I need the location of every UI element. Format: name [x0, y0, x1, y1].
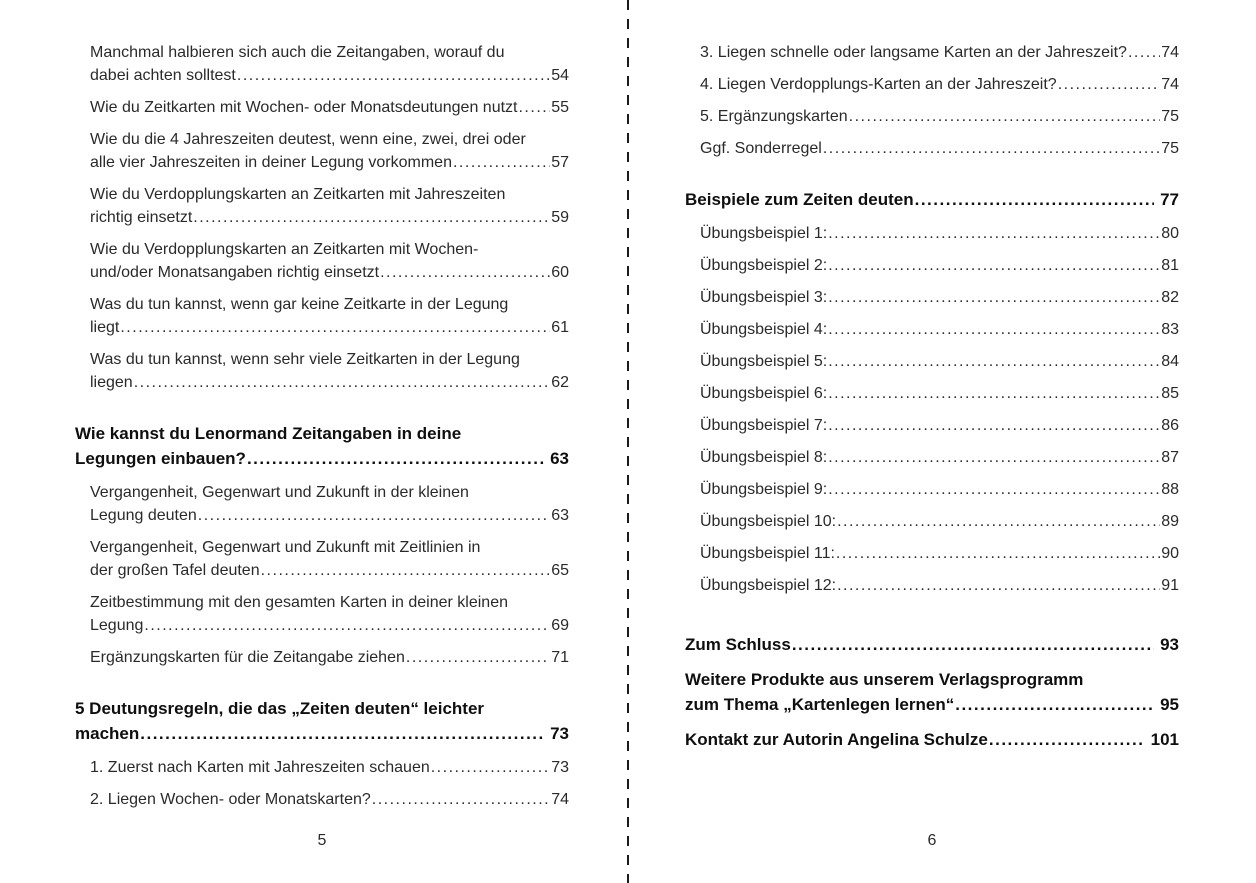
page-divider — [627, 0, 629, 883]
dot-leader — [915, 187, 1154, 212]
toc-entry-lastline — [90, 788, 569, 811]
toc-entry-line: Was du tun kannst, wenn gar keine Zeitkarte in der Legung — [90, 296, 509, 313]
toc-page-number: 75 — [1161, 108, 1179, 125]
toc-entry-line: Übungsbeispiel 7: — [700, 417, 828, 434]
toc-page-number: 93 — [1160, 635, 1179, 654]
toc-entry-line: 5. Ergänzungskarten — [700, 108, 848, 125]
toc-entry-line: Übungsbeispiel 2: — [700, 257, 828, 274]
dot-leader — [120, 316, 550, 339]
toc-entry-line: 3. Liegen schnelle oder langsame Karten an der Jahreszeit? — [700, 44, 1127, 61]
dot-leader — [431, 756, 550, 779]
toc-heading — [75, 696, 569, 746]
dot-leader — [193, 206, 550, 229]
folio-page-number: 5 — [317, 832, 327, 849]
right-page — [685, 41, 1179, 849]
toc-entry-lastline — [90, 504, 569, 527]
toc-entry-line: Übungsbeispiel 9: — [700, 481, 828, 498]
toc-entry-line: Ggf. Sonderregel — [700, 140, 822, 157]
toc-entry-lastline — [700, 350, 1179, 373]
toc-page-number: 73 — [550, 724, 569, 743]
toc-entry — [90, 756, 569, 779]
toc-page-number: 54 — [551, 67, 569, 84]
toc-entry-line: und/oder Monatsangaben richtig einsetzt — [90, 264, 380, 281]
dot-leader — [792, 632, 1154, 657]
toc-entry-lastline — [90, 646, 569, 669]
toc-heading — [685, 727, 1179, 752]
toc-entry-line: Ergänzungskarten für die Zeitangabe ziehen — [90, 649, 405, 666]
toc-entry — [700, 105, 1179, 128]
dot-leader — [1128, 41, 1160, 64]
dot-leader — [453, 151, 550, 174]
toc-entry-lastline — [700, 137, 1179, 160]
toc-entry-line: liegen — [90, 374, 133, 391]
toc-entry-line: Übungsbeispiel 4: — [700, 321, 828, 338]
toc-entry — [90, 293, 569, 339]
toc-entry-lastline — [90, 614, 569, 637]
toc-entry — [700, 478, 1179, 501]
toc-entry-line: 4. Liegen Verdopplungs-Karten an der Jahreszeit? — [700, 76, 1057, 93]
toc-page-number: 74 — [1161, 76, 1179, 93]
toc-entry — [700, 254, 1179, 277]
toc-heading-line: Wie kannst du Lenormand Zeitangaben in deine — [75, 424, 462, 443]
toc-entry-lastline — [700, 105, 1179, 128]
toc-entry — [700, 510, 1179, 533]
toc-heading-line: Zum Schluss — [685, 635, 791, 654]
toc-entry-line: Wie du Verdopplungskarten an Zeitkarten mit Wochen- — [90, 241, 479, 258]
toc-entry — [700, 318, 1179, 341]
toc-page-number: 89 — [1161, 513, 1179, 530]
toc-page-number: 73 — [551, 759, 569, 776]
toc-entry-lastline — [700, 574, 1179, 597]
toc-page-number: 90 — [1161, 545, 1179, 562]
dot-leader — [237, 64, 550, 87]
toc-entry-line: Manchmal halbieren sich auch die Zeitangaben, worauf du — [90, 44, 505, 61]
toc-heading — [75, 421, 569, 471]
toc-entry-line: Übungsbeispiel 1: — [700, 225, 828, 242]
toc-entry-line: 1. Zuerst nach Karten mit Jahreszeiten schauen — [90, 759, 430, 776]
toc-entry-lastline — [700, 382, 1179, 405]
toc-entry — [700, 41, 1179, 64]
toc-page-number: 101 — [1150, 730, 1179, 749]
toc-entry-lastline — [90, 261, 569, 284]
dot-leader — [828, 414, 1160, 437]
toc-entry — [90, 481, 569, 527]
toc-heading-lastline — [75, 721, 569, 746]
left-page — [75, 41, 569, 849]
dot-leader — [198, 504, 550, 527]
toc-page-number: 60 — [551, 264, 569, 281]
toc-entry-lastline — [700, 222, 1179, 245]
toc-heading-line: machen — [75, 724, 140, 743]
toc-entry-line: Vergangenheit, Gegenwart und Zukunft mit Zeitlinien in — [90, 539, 481, 556]
toc-heading-line: Beispiele zum Zeiten deuten — [685, 190, 914, 209]
toc-entry-line: Übungsbeispiel 6: — [700, 385, 828, 402]
toc-entry-line: Übungsbeispiel 8: — [700, 449, 828, 466]
toc-entry — [700, 222, 1179, 245]
toc-entry-lastline — [90, 96, 569, 119]
toc-heading — [685, 187, 1179, 212]
toc-entry — [700, 350, 1179, 373]
toc-heading-lastline — [685, 632, 1179, 657]
toc-page-number: 65 — [551, 562, 569, 579]
toc-page-number: 61 — [551, 319, 569, 336]
toc-entry-lastline — [90, 559, 569, 582]
dot-leader — [823, 137, 1160, 160]
toc-page-number: 74 — [551, 791, 569, 808]
toc-entry — [90, 591, 569, 637]
toc-entry-line: Übungsbeispiel 5: — [700, 353, 828, 370]
toc-page-number: 63 — [551, 507, 569, 524]
toc-entry-line: Legung deuten — [90, 507, 197, 524]
toc-page-number: 63 — [550, 449, 569, 468]
toc-page-number: 81 — [1161, 257, 1179, 274]
toc-page-number: 59 — [551, 209, 569, 226]
toc-entry — [90, 788, 569, 811]
toc-page-number: 88 — [1161, 481, 1179, 498]
dot-leader — [134, 371, 551, 394]
toc-page-number: 80 — [1161, 225, 1179, 242]
toc-entry-lastline — [700, 414, 1179, 437]
toc-entry-line: 2. Liegen Wochen- oder Monatskarten? — [90, 791, 371, 808]
toc-page-number: 57 — [551, 154, 569, 171]
dot-leader — [837, 510, 1160, 533]
toc-heading-lastline — [75, 446, 569, 471]
toc-entry-line: Wie du die 4 Jahreszeiten deutest, wenn eine, zwei, drei oder — [90, 131, 526, 148]
toc-entry-line: Was du tun kannst, wenn sehr viele Zeitkarten in der Legung — [90, 351, 520, 368]
toc-entry-line: Wie du Verdopplungskarten an Zeitkarten mit Jahreszeiten — [90, 186, 506, 203]
dot-leader — [828, 222, 1160, 245]
dot-leader — [828, 254, 1160, 277]
toc-entry-line: Vergangenheit, Gegenwart und Zukunft in der kleinen — [90, 484, 469, 501]
toc-entry-lastline — [700, 318, 1179, 341]
toc-entry-lastline — [700, 446, 1179, 469]
dot-leader — [849, 105, 1161, 128]
toc-entry — [90, 536, 569, 582]
toc-entry-line: Übungsbeispiel 3: — [700, 289, 828, 306]
dot-leader — [406, 646, 550, 669]
toc-entry — [700, 574, 1179, 597]
toc-entry — [700, 137, 1179, 160]
dot-leader — [140, 721, 544, 746]
toc-entry — [90, 183, 569, 229]
dot-leader — [518, 96, 550, 119]
dot-leader — [261, 559, 551, 582]
toc-entry-lastline — [700, 286, 1179, 309]
toc-entry-line: Legung — [90, 617, 144, 634]
toc-entry — [90, 128, 569, 174]
toc-entry-line: richtig einsetzt — [90, 209, 193, 226]
toc-entry-lastline — [700, 254, 1179, 277]
toc-entry-lastline — [700, 510, 1179, 533]
toc-entry-line: liegt — [90, 319, 120, 336]
toc-heading-line: Legungen einbauen? — [75, 449, 246, 468]
toc-heading-line: zum Thema „Kartenlegen lernen“ — [685, 695, 955, 714]
toc-entry-lastline — [90, 371, 569, 394]
toc-page-number: 95 — [1160, 695, 1179, 714]
dot-leader — [828, 382, 1160, 405]
toc-entry-lastline — [90, 206, 569, 229]
dot-leader — [828, 478, 1160, 501]
toc-page-number: 83 — [1161, 321, 1179, 338]
toc-heading-line: Weitere Produkte aus unserem Verlagsprogramm — [685, 670, 1084, 689]
dot-leader — [837, 574, 1160, 597]
toc-entry-lastline — [700, 542, 1179, 565]
toc-page-number: 87 — [1161, 449, 1179, 466]
toc-page-number: 77 — [1160, 190, 1179, 209]
toc-entry — [700, 382, 1179, 405]
dot-leader — [955, 692, 1154, 717]
toc-entry — [90, 41, 569, 87]
toc-entry-lastline — [700, 478, 1179, 501]
toc-entry-line: Übungsbeispiel 12: — [700, 577, 837, 594]
toc-heading-lastline — [685, 727, 1179, 752]
toc-page-number: 75 — [1161, 140, 1179, 157]
dot-leader — [247, 446, 544, 471]
dot-leader — [836, 542, 1160, 565]
toc-entry — [700, 286, 1179, 309]
toc-page-number: 85 — [1161, 385, 1179, 402]
toc-entry-line: der großen Tafel deuten — [90, 562, 260, 579]
toc-entry — [700, 542, 1179, 565]
toc-entry-lastline — [700, 41, 1179, 64]
dot-leader — [380, 261, 550, 284]
toc-page-number: 91 — [1161, 577, 1179, 594]
toc-entry — [90, 96, 569, 119]
toc-heading-lastline — [685, 692, 1179, 717]
folio-page-number: 6 — [927, 832, 937, 849]
toc-entry — [90, 238, 569, 284]
toc-heading-line: 5 Deutungsregeln, die das „Zeiten deuten“ leichter — [75, 699, 485, 718]
toc-heading — [685, 632, 1179, 657]
toc-page-number: 84 — [1161, 353, 1179, 370]
toc-entry — [90, 646, 569, 669]
toc-page-number: 82 — [1161, 289, 1179, 306]
toc-page-number: 86 — [1161, 417, 1179, 434]
toc-page-number: 71 — [551, 649, 569, 666]
toc-entry — [700, 414, 1179, 437]
toc-entry-line: Wie du Zeitkarten mit Wochen- oder Monatsdeutungen nutzt — [90, 99, 518, 116]
toc-entry-lastline — [90, 151, 569, 174]
toc-entry-lastline — [90, 316, 569, 339]
dot-leader — [1058, 73, 1161, 96]
dot-leader — [828, 286, 1160, 309]
toc-heading-line: Kontakt zur Autorin Angelina Schulze — [685, 730, 988, 749]
toc-entry-line: Zeitbestimmung mit den gesamten Karten in deiner kleinen — [90, 594, 508, 611]
toc-entry — [700, 446, 1179, 469]
toc-entry — [700, 73, 1179, 96]
dot-leader — [144, 614, 550, 637]
toc-entry-lastline — [90, 756, 569, 779]
toc-heading — [685, 667, 1179, 717]
toc-page-number: 62 — [551, 374, 569, 391]
toc-entry-line: alle vier Jahreszeiten in deiner Legung vorkommen — [90, 154, 452, 171]
toc-page-number: 55 — [551, 99, 569, 116]
dot-leader — [989, 727, 1145, 752]
toc-entry-line: Übungsbeispiel 11: — [700, 545, 835, 562]
toc-page-number: 74 — [1161, 44, 1179, 61]
dot-leader — [828, 350, 1160, 373]
toc-entry-line: dabei achten solltest — [90, 67, 236, 84]
toc-page-number: 69 — [551, 617, 569, 634]
toc-entry — [90, 348, 569, 394]
dot-leader — [828, 318, 1160, 341]
toc-entry-lastline — [90, 64, 569, 87]
dot-leader — [828, 446, 1160, 469]
toc-heading-lastline — [685, 187, 1179, 212]
dot-leader — [372, 788, 550, 811]
toc-entry-lastline — [700, 73, 1179, 96]
toc-entry-line: Übungsbeispiel 10: — [700, 513, 837, 530]
